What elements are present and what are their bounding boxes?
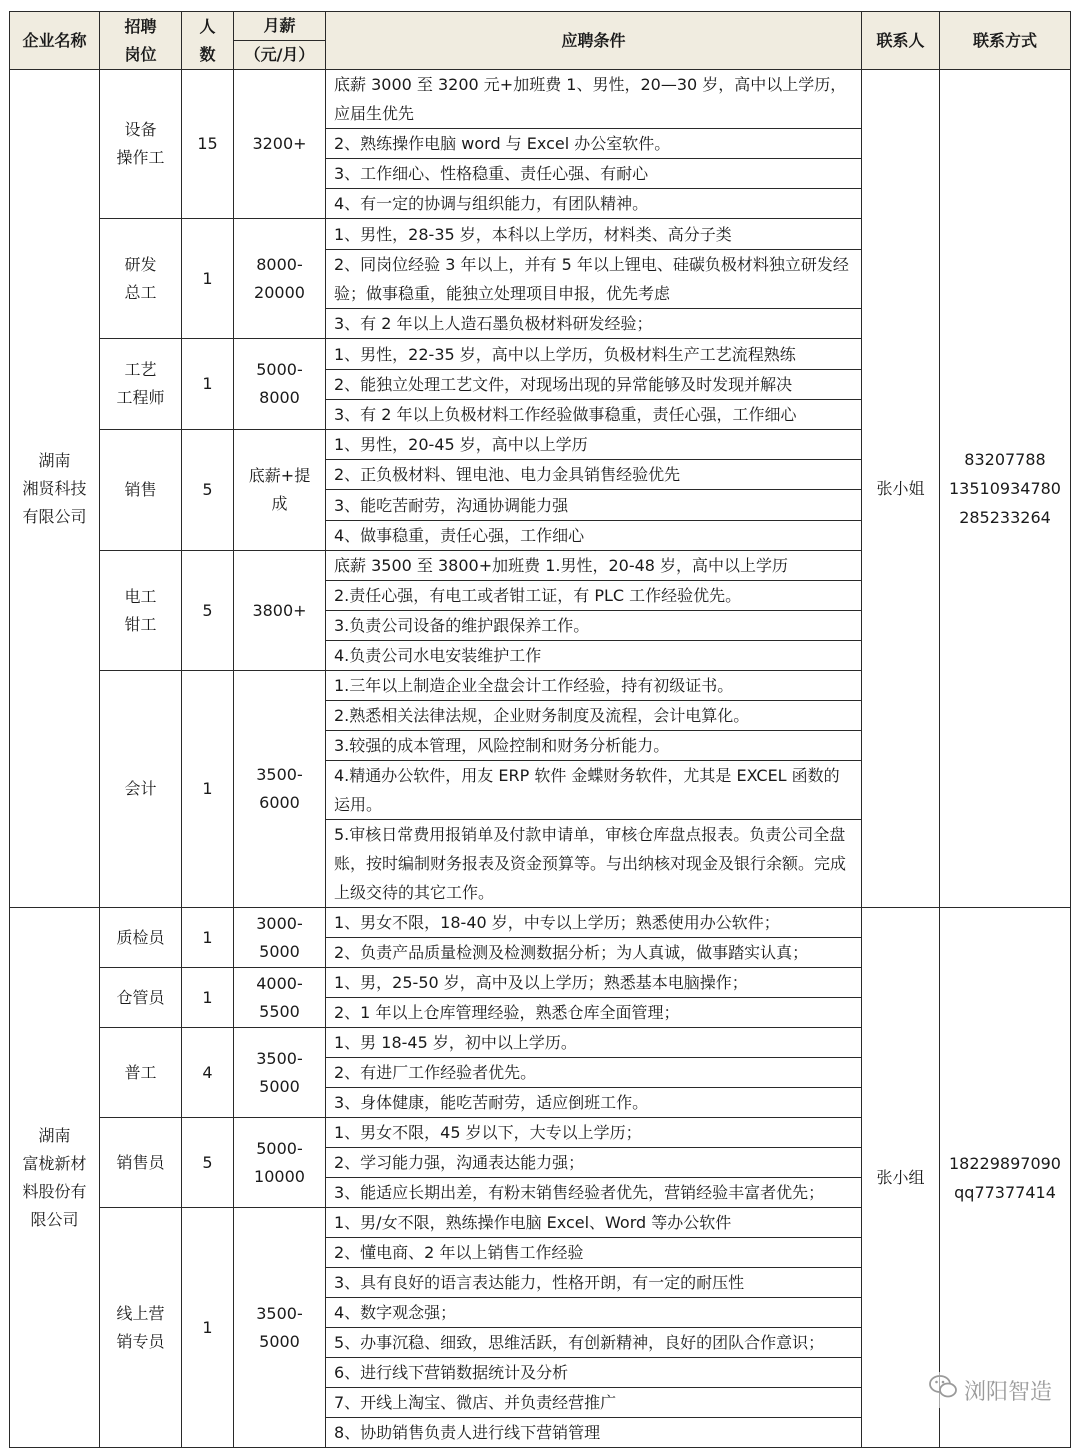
title-lines-line: 电工 bbox=[124, 586, 157, 606]
table-row bbox=[10, 908, 1071, 938]
header-salary bbox=[234, 12, 326, 70]
job-count: 1 bbox=[182, 671, 234, 908]
job-title bbox=[100, 1028, 182, 1118]
header-position-line2: 岗位 bbox=[124, 44, 157, 64]
job-salary bbox=[234, 70, 326, 219]
salary-lines-line: 3200+ bbox=[252, 134, 307, 153]
requirement-item: 3、有 2 年以上人造石墨负极材料研发经验； bbox=[326, 309, 862, 339]
recruitment-table bbox=[9, 11, 1071, 1448]
job-title bbox=[100, 551, 182, 671]
company-name bbox=[10, 70, 100, 908]
requirement-item: 2、熟练操作电脑 word 与 Excel 办公室软件。 bbox=[326, 129, 862, 159]
contact-lines-line: 285233264 bbox=[959, 508, 1051, 527]
requirement-item: 2、能独立处理工艺文件，对现场出现的异常能够及时发现并解决 bbox=[326, 370, 862, 400]
requirement-item: 1.三年以上制造企业全盘会计工作经验，持有初级证书。 bbox=[326, 671, 862, 701]
title-lines-line: 操作工 bbox=[116, 148, 165, 167]
requirement-item: 底薪 3500 至 3800+加班费 1.男性，20-48 岁，高中以上学历 bbox=[326, 551, 862, 581]
title-lines-line: 设备 bbox=[124, 120, 157, 139]
name-lines-line: 料股份有 bbox=[22, 1181, 87, 1201]
job-count: 5 bbox=[182, 1118, 234, 1208]
salary-lines-line: 10000 bbox=[254, 1166, 305, 1186]
header-position-line1: 招聘 bbox=[124, 16, 157, 36]
header-salary-line2: （元/月） bbox=[234, 40, 325, 69]
header-salary-line1: 月薪 bbox=[263, 16, 296, 35]
salary-lines-line: 8000- bbox=[256, 254, 303, 274]
job-count: 1 bbox=[182, 219, 234, 339]
requirement-item: 8、协助销售负责人进行线下营销管理 bbox=[326, 1418, 862, 1448]
salary-lines-line: 20000 bbox=[254, 282, 305, 302]
job-salary bbox=[234, 551, 326, 671]
contact-lines-line: qq77377414 bbox=[954, 1182, 1056, 1202]
name-lines-line: 湖南 bbox=[38, 450, 71, 470]
job-count: 5 bbox=[182, 551, 234, 671]
header-requirements: 应聘条件 bbox=[326, 12, 862, 70]
job-count: 1 bbox=[182, 968, 234, 1028]
job-count: 5 bbox=[182, 430, 234, 551]
title-lines-line: 钳工 bbox=[124, 614, 157, 634]
job-title bbox=[100, 339, 182, 430]
requirement-item: 2、1 年以上仓库管理经验，熟悉仓库全面管理； bbox=[326, 998, 862, 1028]
requirement-item: 1、男女不限，18-40 岁，中专以上学历；熟悉使用办公软件； bbox=[326, 908, 862, 938]
salary-lines-line: 5000 bbox=[259, 1331, 300, 1351]
job-salary bbox=[234, 339, 326, 430]
salary-lines-line: 3000- bbox=[256, 913, 303, 933]
name-lines-line: 湖南 bbox=[38, 1125, 71, 1145]
requirement-item: 4.负责公司水电安装维护工作 bbox=[326, 641, 862, 671]
header-position bbox=[100, 12, 182, 70]
requirement-item: 3、能适应长期出差，有粉末销售经验者优先，营销经验丰富者优先； bbox=[326, 1178, 862, 1208]
job-salary bbox=[234, 219, 326, 339]
salary-lines-line: 6000 bbox=[259, 793, 300, 812]
job-title bbox=[100, 219, 182, 339]
job-title bbox=[100, 908, 182, 968]
requirement-item: 底薪 3000 至 3200 元+加班费 1、男性，20—30 岁，高中以上学历，应届生优先 bbox=[326, 70, 862, 129]
requirement-item: 5.审核日常费用报销单及付款申请单，审核仓库盘点报表。负责公司全盘账，按时编制财务报表及资金预算等。与出纳核对现金及银行余额。完成上级交待的其它工作。 bbox=[326, 820, 862, 908]
title-lines-line: 销专员 bbox=[116, 1331, 165, 1351]
requirement-item: 3.负责公司设备的维护跟保养工作。 bbox=[326, 611, 862, 641]
requirement-item: 7、开线上淘宝、微店、并负责经营推广 bbox=[326, 1388, 862, 1418]
requirement-item: 3、身体健康，能吃苦耐劳，适应倒班工作。 bbox=[326, 1088, 862, 1118]
wechat-icon bbox=[928, 1374, 958, 1406]
requirement-item: 3、有 2 年以上负极材料工作经验做事稳重，责任心强，工作细心 bbox=[326, 400, 862, 430]
salary-lines-line: 3800+ bbox=[252, 600, 307, 620]
requirement-item: 4、数字观念强； bbox=[326, 1298, 862, 1328]
salary-lines-line: 3500- bbox=[256, 1048, 303, 1068]
salary-lines-line: 成 bbox=[271, 494, 288, 513]
job-title bbox=[100, 430, 182, 551]
job-salary bbox=[234, 1118, 326, 1208]
requirement-item: 6、进行线下营销数据统计及分析 bbox=[326, 1358, 862, 1388]
contact-method bbox=[940, 908, 1071, 1448]
table-row bbox=[10, 70, 1071, 129]
title-lines-line: 工艺 bbox=[124, 360, 157, 379]
title-lines-line: 销售 bbox=[124, 480, 157, 499]
salary-lines-line: 5500 bbox=[259, 1001, 300, 1021]
requirement-item: 1、男 18-45 岁，初中以上学历。 bbox=[326, 1028, 862, 1058]
header-count-line1: 人 bbox=[199, 16, 216, 36]
job-salary bbox=[234, 1028, 326, 1118]
salary-lines-line: 8000 bbox=[259, 388, 300, 407]
title-lines-line: 工程师 bbox=[116, 388, 165, 407]
job-count: 1 bbox=[182, 339, 234, 430]
requirement-item: 3、工作细心、性格稳重、责任心强、有耐心 bbox=[326, 159, 862, 189]
requirement-item: 4.精通办公软件，用友 ERP 软件 金蝶财务软件，尤其是 EXCEL 函数的运用。 bbox=[326, 761, 862, 820]
title-lines-line: 质检员 bbox=[116, 927, 165, 947]
job-salary bbox=[234, 908, 326, 968]
requirement-item: 3、能吃苦耐劳，沟通协调能力强 bbox=[326, 490, 862, 521]
watermark bbox=[928, 1372, 1052, 1408]
table-body bbox=[10, 70, 1071, 1448]
job-salary bbox=[234, 1208, 326, 1448]
requirement-item: 2、懂电商、2 年以上销售工作经验 bbox=[326, 1238, 862, 1268]
salary-lines-line: 3500- bbox=[256, 1303, 303, 1323]
salary-lines-line: 5000- bbox=[256, 1138, 303, 1158]
requirement-item: 3.较强的成本管理，风险控制和财务分析能力。 bbox=[326, 731, 862, 761]
contact-method bbox=[940, 70, 1071, 908]
header-row bbox=[10, 12, 1071, 70]
job-count: 1 bbox=[182, 908, 234, 968]
requirement-item: 1、男，25-50 岁，高中及以上学历；熟悉基本电脑操作； bbox=[326, 968, 862, 998]
requirement-item: 2、学习能力强，沟通表达能力强； bbox=[326, 1148, 862, 1178]
header-contact-method: 联系方式 bbox=[940, 12, 1071, 70]
job-count: 1 bbox=[182, 1208, 234, 1448]
job-salary bbox=[234, 968, 326, 1028]
requirement-item: 2、正负极材料、锂电池、电力金具销售经验优先 bbox=[326, 460, 862, 490]
job-salary bbox=[234, 671, 326, 908]
job-count: 4 bbox=[182, 1028, 234, 1118]
title-lines-line: 普工 bbox=[124, 1062, 157, 1082]
contact-person: 张小组 bbox=[862, 908, 940, 1448]
header-company: 企业名称 bbox=[10, 12, 100, 70]
contact-lines-line: 18229897090 bbox=[949, 1153, 1061, 1173]
job-salary bbox=[234, 430, 326, 551]
job-count: 15 bbox=[182, 70, 234, 219]
requirement-item: 1、男性，28-35 岁，本科以上学历，材料类、高分子类 bbox=[326, 219, 862, 250]
job-title bbox=[100, 70, 182, 219]
requirement-item: 4、做事稳重，责任心强，工作细心 bbox=[326, 521, 862, 551]
requirement-item: 1、男女不限，45 岁以下，大专以上学历； bbox=[326, 1118, 862, 1148]
title-lines-line: 研发 bbox=[124, 254, 157, 274]
requirement-item: 2、有进厂工作经验者优先。 bbox=[326, 1058, 862, 1088]
contact-lines-line: 13510934780 bbox=[949, 479, 1061, 498]
title-lines-line: 销售员 bbox=[116, 1152, 165, 1172]
requirement-item: 3、具有良好的语言表达能力，性格开朗，有一定的耐压性 bbox=[326, 1268, 862, 1298]
name-lines-line: 有限公司 bbox=[22, 506, 87, 526]
job-title bbox=[100, 671, 182, 908]
requirement-item: 2、负责产品质量检测及检测数据分析；为人真诚，做事踏实认真； bbox=[326, 938, 862, 968]
salary-lines-line: 5000 bbox=[259, 1076, 300, 1096]
requirement-item: 2.责任心强，有电工或者钳工证，有 PLC 工作经验优先。 bbox=[326, 581, 862, 611]
title-lines-line: 仓管员 bbox=[116, 987, 165, 1007]
requirement-item: 2、同岗位经验 3 年以上，并有 5 年以上锂电、硅碳负极材料独立研发经验；做事稳重，能独立处理项目申报，优先考虑 bbox=[326, 250, 862, 309]
company-name bbox=[10, 908, 100, 1448]
header-contact-person: 联系人 bbox=[862, 12, 940, 70]
salary-lines-line: 5000- bbox=[256, 360, 303, 379]
name-lines-line: 富栊新材 bbox=[22, 1153, 87, 1173]
job-title bbox=[100, 1118, 182, 1208]
name-lines-line: 湘贤科技 bbox=[22, 478, 87, 498]
title-lines-line: 总工 bbox=[124, 282, 157, 302]
requirement-item: 1、男/女不限，熟练操作电脑 Excel、Word 等办公软件 bbox=[326, 1208, 862, 1238]
contact-lines-line: 83207788 bbox=[964, 450, 1046, 469]
name-lines-line: 限公司 bbox=[30, 1209, 79, 1229]
salary-lines-line: 4000- bbox=[256, 973, 303, 993]
requirement-item: 1、男性，22-35 岁，高中以上学历，负极材料生产工艺流程熟练 bbox=[326, 339, 862, 370]
title-lines-line: 会计 bbox=[124, 779, 157, 798]
requirement-item: 4、有一定的协调与组织能力，有团队精神。 bbox=[326, 189, 862, 219]
salary-lines-line: 3500- bbox=[256, 765, 303, 784]
job-title bbox=[100, 968, 182, 1028]
requirement-item: 5、办事沉稳、细致，思维活跃，有创新精神，良好的团队合作意识； bbox=[326, 1328, 862, 1358]
header-count bbox=[182, 12, 234, 70]
requirement-item: 1、男性，20-45 岁，高中以上学历 bbox=[326, 430, 862, 460]
contact-person: 张小姐 bbox=[862, 70, 940, 908]
watermark-text: 浏阳智造 bbox=[963, 1379, 1052, 1405]
salary-lines-line: 底薪+提 bbox=[248, 466, 311, 485]
title-lines-line: 线上营 bbox=[116, 1303, 165, 1323]
requirement-item: 2.熟悉相关法律法规，企业财务制度及流程，会计电算化。 bbox=[326, 701, 862, 731]
header-count-line2: 数 bbox=[199, 44, 216, 64]
job-title bbox=[100, 1208, 182, 1448]
salary-lines-line: 5000 bbox=[259, 941, 300, 961]
